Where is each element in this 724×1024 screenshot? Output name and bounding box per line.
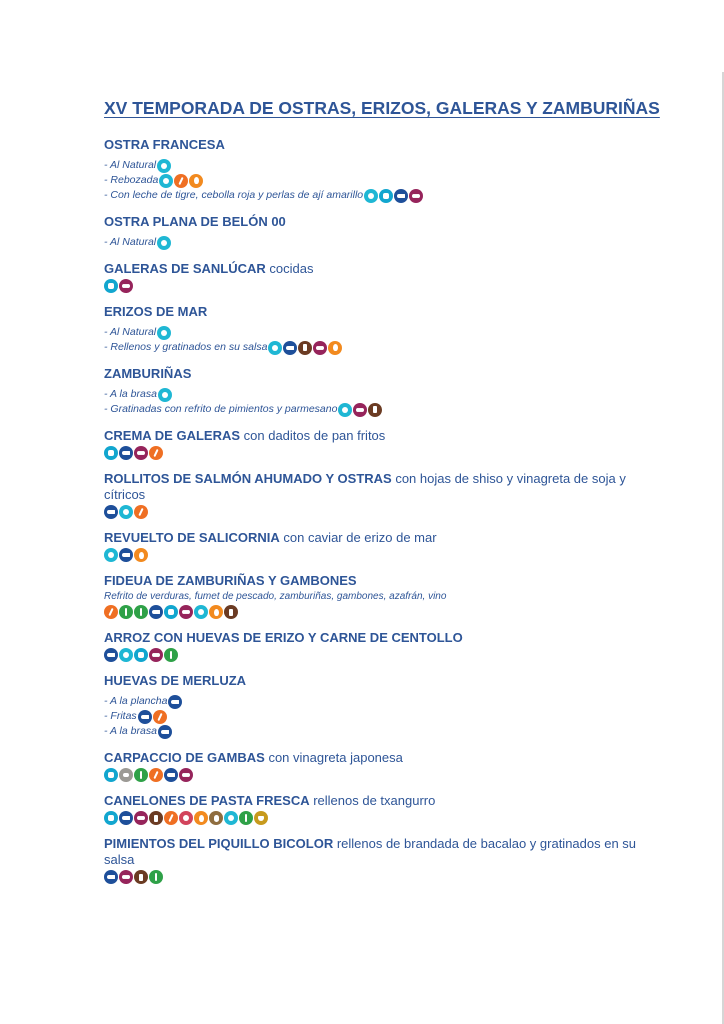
soy-icon xyxy=(119,768,133,782)
dish-title xyxy=(104,573,664,589)
dish-variants xyxy=(104,694,664,739)
allergen-icons xyxy=(157,159,171,173)
allergen-icons xyxy=(157,236,171,250)
celery-icon xyxy=(164,648,178,662)
variant-text: - Al Natural xyxy=(104,159,157,171)
variant-line xyxy=(104,402,664,417)
menu-item xyxy=(104,793,664,825)
allergen-icons xyxy=(364,189,423,203)
crab-icon xyxy=(104,768,118,782)
dish-name: HUEVAS DE MERLUZA xyxy=(104,673,247,688)
fish-icon xyxy=(104,505,118,519)
fish-icon xyxy=(138,710,152,724)
egg-icon xyxy=(209,605,223,619)
milk-icon xyxy=(134,870,148,884)
dish-title xyxy=(104,630,664,646)
dish-name: CREMA DE GALERAS xyxy=(104,428,241,443)
fish-icon xyxy=(119,446,133,460)
dish-name: ZAMBURIÑAS xyxy=(104,366,192,381)
wheat-icon xyxy=(174,174,188,188)
menu-item xyxy=(104,750,664,782)
sulfites-icon xyxy=(134,446,148,460)
shell-icon xyxy=(158,388,172,402)
dish-description: con hojas de shiso y vinagreta de soja y cítricos xyxy=(104,471,626,502)
fish-icon xyxy=(158,725,172,739)
dish-title xyxy=(104,137,664,153)
shell-icon xyxy=(119,505,133,519)
variant-line xyxy=(104,173,664,188)
sulfites-icon xyxy=(119,279,133,293)
variant-line xyxy=(104,158,664,173)
menu-item xyxy=(104,137,664,203)
variant-text: - Con leche de tigre, cebolla roja y perlas de ají amarillo xyxy=(104,189,364,201)
dish-name: CANELONES DE PASTA FRESCA xyxy=(104,793,310,808)
sulfites-icon xyxy=(409,189,423,203)
fish-icon xyxy=(149,605,163,619)
allergen-icons xyxy=(104,870,664,884)
dish-title xyxy=(104,530,664,546)
allergen-icons xyxy=(104,446,664,460)
shell-icon xyxy=(157,236,171,250)
sulfites-icon xyxy=(353,403,367,417)
dish-variants xyxy=(104,325,664,355)
dish-variants xyxy=(104,158,664,203)
celery-icon xyxy=(134,605,148,619)
menu-page xyxy=(104,98,664,895)
milk-icon xyxy=(224,605,238,619)
menu-item xyxy=(104,530,664,562)
allergen-icons xyxy=(159,174,203,188)
crab-icon xyxy=(134,648,148,662)
egg-icon xyxy=(134,548,148,562)
dish-name: REVUELTO DE SALICORNIA xyxy=(104,530,280,545)
menu-item xyxy=(104,573,664,619)
variant-line xyxy=(104,387,664,402)
wheat-icon xyxy=(134,505,148,519)
dish-title xyxy=(104,428,664,444)
shell-icon xyxy=(364,189,378,203)
dish-name: ARROZ CON HUEVAS DE ERIZO Y CARNE DE CENTOLLO xyxy=(104,630,463,645)
nuts-icon xyxy=(179,811,193,825)
allergen-icons xyxy=(104,605,664,619)
menu-item xyxy=(104,630,664,662)
menu-item xyxy=(104,366,664,417)
dish-name: CARPACCIO DE GAMBAS xyxy=(104,750,265,765)
menu-item xyxy=(104,261,664,293)
dish-description: rellenos de txangurro xyxy=(309,793,436,808)
sulfites-icon xyxy=(149,648,163,662)
dish-name: PIMIENTOS DEL PIQUILLO BICOLOR xyxy=(104,836,334,851)
variant-line xyxy=(104,325,664,340)
dish-name: FIDEUA DE ZAMBURIÑAS Y GAMBONES xyxy=(104,573,357,588)
sulfites-icon xyxy=(179,768,193,782)
fish-icon xyxy=(119,548,133,562)
allergen-icons xyxy=(104,768,664,782)
variant-line xyxy=(104,188,664,203)
menu-item xyxy=(104,304,664,355)
dish-ingredients: Refrito de verduras, fumet de pescado, zamburiñas, gambones, azafrán, vino xyxy=(104,591,447,602)
dish-title xyxy=(104,836,664,868)
crab-icon xyxy=(104,811,118,825)
dish-description: cocidas xyxy=(265,261,314,276)
fish-icon xyxy=(119,811,133,825)
allergen-icons xyxy=(338,403,382,417)
dish-name: ERIZOS DE MAR xyxy=(104,304,208,319)
dish-title xyxy=(104,214,664,230)
variant-text: - A la brasa xyxy=(104,388,157,400)
crab-icon xyxy=(104,446,118,460)
menu-item xyxy=(104,214,664,250)
allergen-icons xyxy=(104,548,664,562)
variant-text: - A la plancha xyxy=(104,695,168,707)
variant-text: - Gratinadas con refrito de pimientos y parmesano xyxy=(104,403,338,415)
milk-icon xyxy=(298,341,312,355)
allergen-icons xyxy=(268,341,342,355)
fish-icon xyxy=(394,189,408,203)
peanut-icon xyxy=(209,811,223,825)
dish-description: con caviar de erizo de mar xyxy=(279,530,437,545)
wheat-icon xyxy=(153,710,167,724)
allergen-icons xyxy=(104,279,664,293)
crab-icon xyxy=(104,279,118,293)
mustard-icon xyxy=(254,811,268,825)
shell-icon xyxy=(157,326,171,340)
variant-text: - Al Natural xyxy=(104,236,157,248)
menu-item xyxy=(104,428,664,460)
dish-name: OSTRA PLANA DE BELÓN 00 xyxy=(104,214,286,229)
dish-title xyxy=(104,304,664,320)
wheat-icon xyxy=(149,446,163,460)
dish-name: GALERAS DE SANLÚCAR xyxy=(104,261,266,276)
wheat-icon xyxy=(104,605,118,619)
egg-icon xyxy=(189,174,203,188)
dish-title xyxy=(104,366,664,382)
sulfites-icon xyxy=(134,811,148,825)
dish-title xyxy=(104,471,664,503)
sulfites-icon xyxy=(179,605,193,619)
celery-icon xyxy=(119,605,133,619)
shell-icon xyxy=(119,648,133,662)
wheat-icon xyxy=(149,768,163,782)
shell-icon xyxy=(268,341,282,355)
sulfites-icon xyxy=(313,341,327,355)
dish-description: con vinagreta japonesa xyxy=(264,750,403,765)
variant-text: - A la brasa xyxy=(104,725,157,737)
variant-text: - Rebozada xyxy=(104,174,159,186)
fish-icon xyxy=(104,870,118,884)
menu-item xyxy=(104,836,664,884)
dish-variants xyxy=(104,387,664,417)
milk-icon xyxy=(149,811,163,825)
variant-line xyxy=(104,340,664,355)
crab-icon xyxy=(164,605,178,619)
shell-icon xyxy=(194,605,208,619)
shell-icon xyxy=(224,811,238,825)
allergen-icons xyxy=(104,505,664,519)
variant-line xyxy=(104,694,664,709)
shell-icon xyxy=(104,548,118,562)
dish-title xyxy=(104,793,664,809)
dish-title xyxy=(104,750,664,766)
dish-description: rellenos de brandada de bacalao y gratinados en su salsa xyxy=(104,836,637,867)
variant-line xyxy=(104,235,664,250)
menu-items xyxy=(104,137,664,884)
egg-icon xyxy=(194,811,208,825)
crab-icon xyxy=(379,189,393,203)
egg-icon xyxy=(328,341,342,355)
menu-title: XV TEMPORADA DE OSTRAS, ERIZOS, GALERAS Y ZAMBURIÑAS xyxy=(104,98,660,118)
allergen-icons xyxy=(104,648,664,662)
menu-item xyxy=(104,471,664,519)
allergen-icons xyxy=(157,326,171,340)
dish-title xyxy=(104,261,664,277)
celery-icon xyxy=(149,870,163,884)
allergen-icons xyxy=(138,710,167,724)
variant-text: - Al Natural xyxy=(104,326,157,338)
celery-icon xyxy=(134,768,148,782)
celery-icon xyxy=(239,811,253,825)
dish-variants xyxy=(104,235,664,250)
fish-icon xyxy=(168,695,182,709)
dish-title xyxy=(104,673,664,689)
dish-name: OSTRA FRANCESA xyxy=(104,137,225,152)
fish-icon xyxy=(164,768,178,782)
dish-name: ROLLITOS DE SALMÓN AHUMADO Y OSTRAS xyxy=(104,471,392,486)
milk-icon xyxy=(368,403,382,417)
fish-icon xyxy=(283,341,297,355)
variant-text: - Rellenos y gratinados en su salsa xyxy=(104,341,268,353)
shell-icon xyxy=(338,403,352,417)
variant-text: - Fritas xyxy=(104,710,137,722)
menu-item xyxy=(104,673,664,739)
allergen-icons xyxy=(158,388,172,402)
shell-icon xyxy=(157,159,171,173)
variant-line xyxy=(104,709,664,724)
sulfites-icon xyxy=(119,870,133,884)
dish-description: con daditos de pan fritos xyxy=(240,428,386,443)
variant-line xyxy=(104,724,664,739)
fish-icon xyxy=(104,648,118,662)
allergen-icons xyxy=(158,725,172,739)
wheat-icon xyxy=(164,811,178,825)
allergen-icons xyxy=(168,695,182,709)
allergen-icons xyxy=(104,811,664,825)
shell-icon xyxy=(159,174,173,188)
